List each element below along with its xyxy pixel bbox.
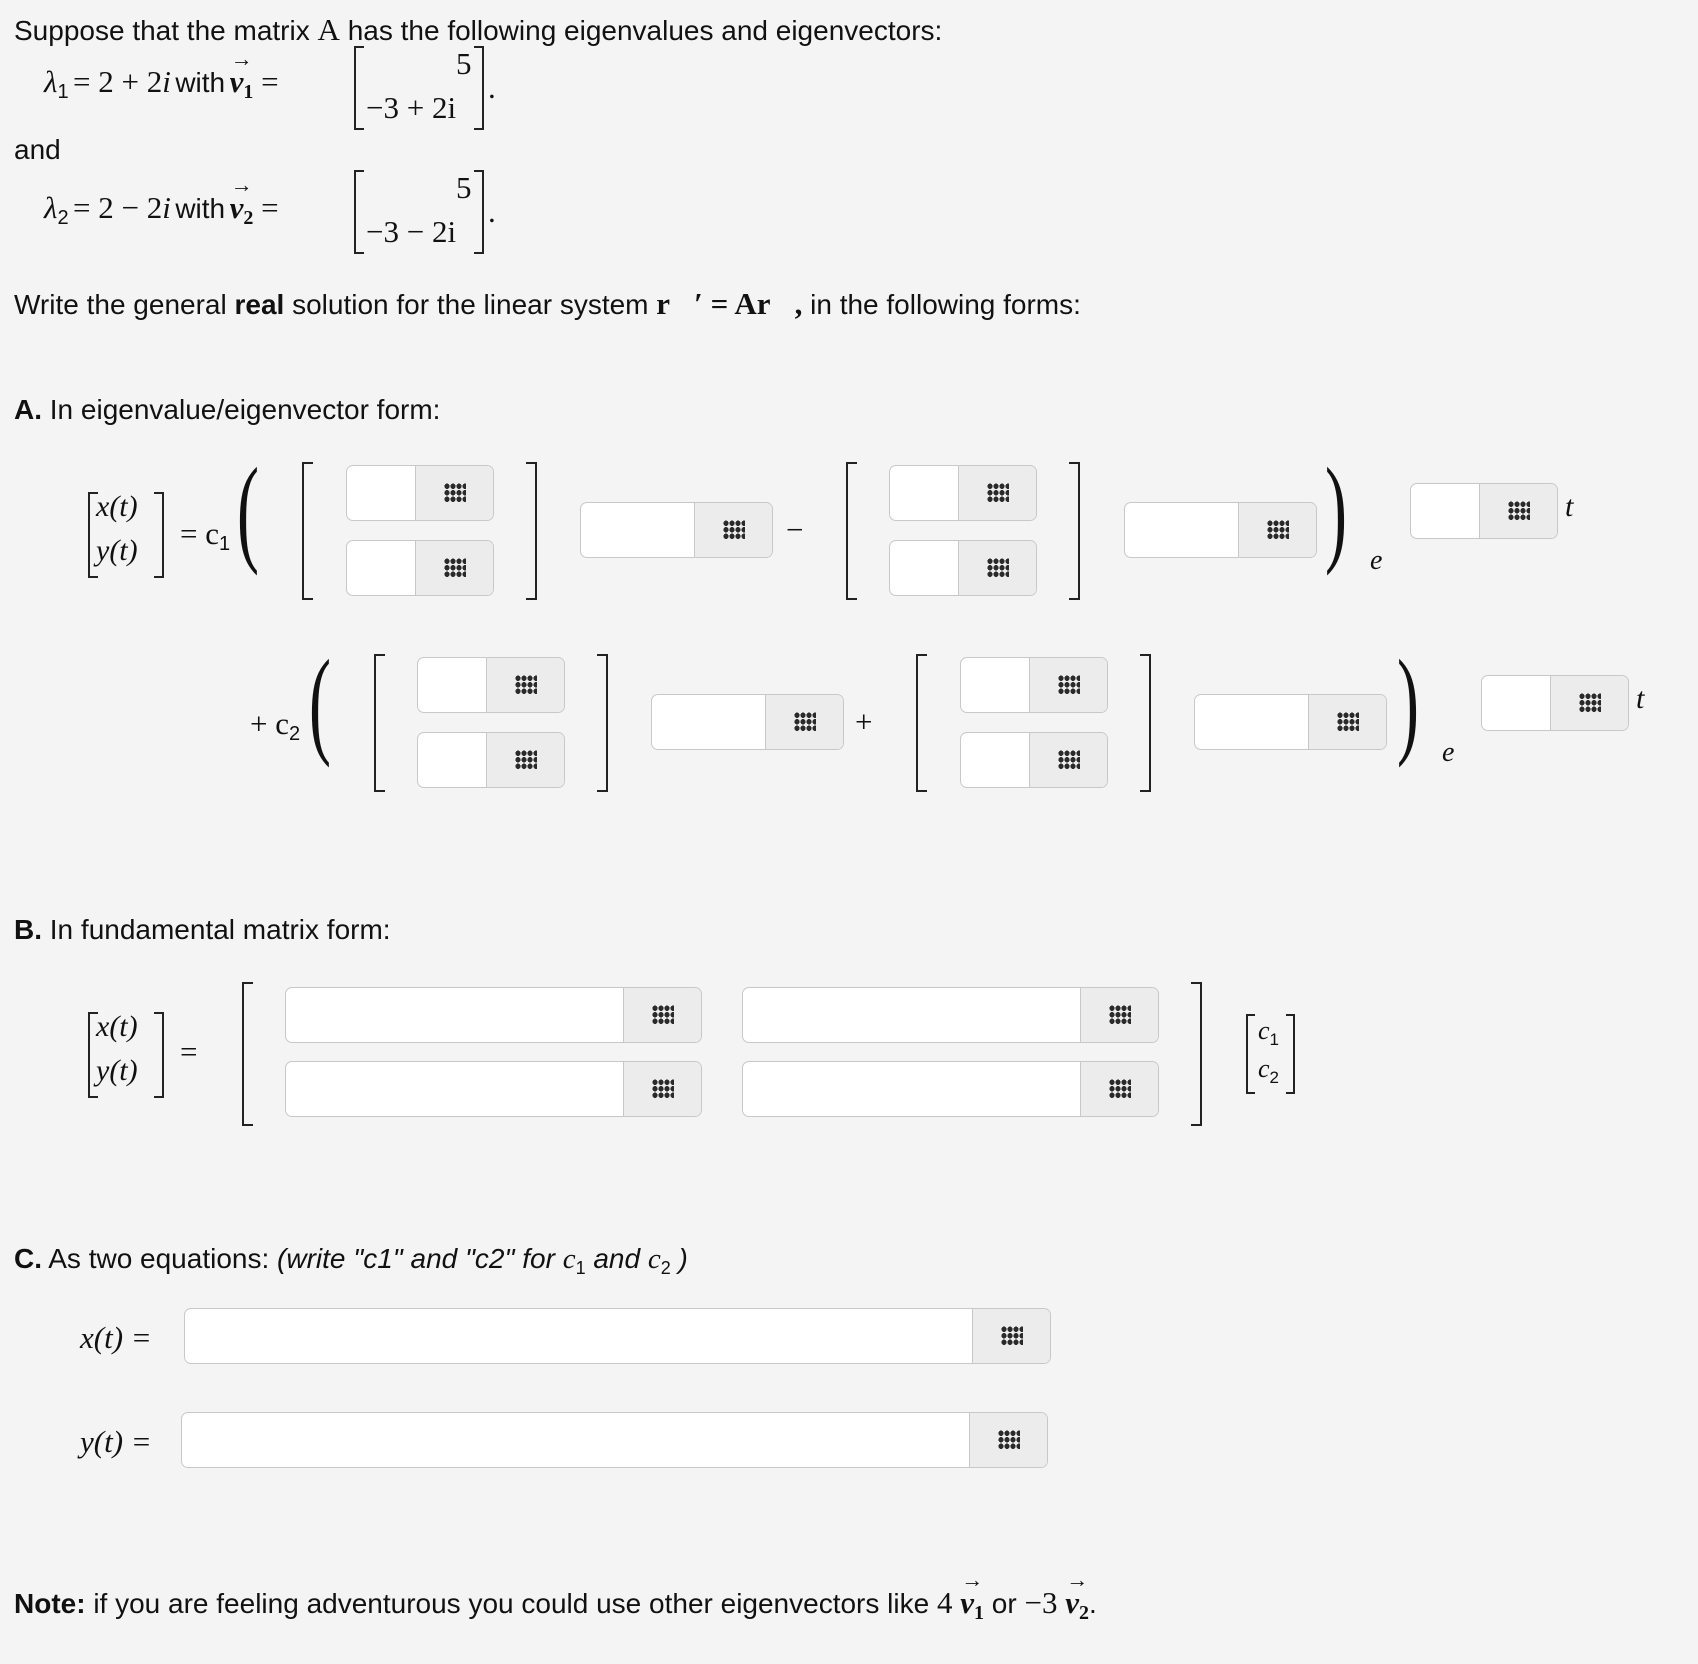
palette-button[interactable] (1029, 658, 1107, 712)
v2-bottom: −3 − 2i (366, 214, 457, 249)
b-m22-input[interactable] (742, 1061, 1159, 1117)
v1-left-bracket (354, 46, 364, 130)
partB-c-left-bracket (1246, 1014, 1255, 1094)
grid-icon (987, 558, 1009, 578)
v2-top: 5 (456, 170, 472, 205)
partA-row2-close-paren: ) (1396, 635, 1419, 768)
grid-icon (998, 1430, 1020, 1450)
b-m21-input[interactable] (285, 1061, 702, 1117)
grid-icon (515, 750, 537, 770)
a1-minus: − (786, 512, 804, 547)
and-text: and (14, 134, 61, 165)
grid-icon (1508, 501, 1530, 521)
grid-icon (1109, 1079, 1131, 1099)
a2-vec1-top-input[interactable] (417, 657, 565, 713)
grid-icon (1058, 750, 1080, 770)
grid-icon (723, 520, 745, 540)
a2-vec2-right-bracket (1140, 654, 1151, 792)
grid-icon (987, 483, 1009, 503)
v1-right-bracket (474, 46, 484, 130)
lambda1-line: $\lambda_1 = 2 + 2i$ with → $v_1$ = (44, 46, 279, 103)
v2-right-bracket (474, 170, 484, 254)
grid-icon (1058, 675, 1080, 695)
grid-icon (652, 1005, 674, 1025)
partA-eq-c1: = $c_1$ (180, 516, 231, 555)
partB-c-right-bracket (1286, 1014, 1295, 1094)
palette-button[interactable] (694, 503, 772, 557)
partA-heading: A. In eigenvalue/eigenvector form: (14, 394, 441, 425)
a2-vec1-left-bracket (374, 654, 385, 792)
a2-func1-input[interactable] (651, 694, 844, 750)
palette-button[interactable] (958, 541, 1036, 595)
lambda2-line: $\lambda_2 = 2 - 2i$ with → $v_2$ = (44, 172, 279, 229)
c-yt-input[interactable] (181, 1412, 1048, 1468)
a1-vec2-top-input[interactable] (889, 465, 1037, 521)
partB-c1: $c_1$ (1258, 1016, 1280, 1049)
partB-matrix-right-bracket (1191, 982, 1202, 1126)
a2-vec1-bottom-input[interactable] (417, 732, 565, 788)
palette-button[interactable] (972, 1309, 1050, 1363)
palette-button[interactable] (623, 1062, 701, 1116)
palette-button[interactable] (1550, 676, 1628, 730)
grid-icon (794, 712, 816, 732)
a1-vec2-left-bracket (846, 462, 857, 600)
palette-button[interactable] (1238, 503, 1316, 557)
matrix-A: A (317, 12, 340, 47)
a1-e: e (1370, 545, 1383, 576)
a2-t: t (1636, 682, 1645, 715)
note-line: Note: if you are feeling adventurous you could use other eigenvectors like 4 → $v_1$ or −3 → $v_2$. (14, 1567, 1097, 1624)
palette-button[interactable] (486, 733, 564, 787)
a2-e: e (1442, 737, 1455, 768)
partC-xt-label: x(t) = (80, 1320, 152, 1355)
v2-left-bracket (354, 170, 364, 254)
grid-icon (444, 483, 466, 503)
partB-yt: y(t) (96, 1054, 138, 1087)
grid-icon (444, 558, 466, 578)
palette-button[interactable] (415, 541, 493, 595)
a1-vec1-bottom-input[interactable] (346, 540, 494, 596)
a1-t: t (1565, 490, 1574, 523)
a1-vec2-bottom-input[interactable] (889, 540, 1037, 596)
grid-icon (1109, 1005, 1131, 1025)
partB-heading: B. In fundamental matrix form: (14, 914, 391, 945)
grid-icon (652, 1079, 674, 1099)
partB-matrix-left-bracket (242, 982, 253, 1126)
partA-yt: y(t) (96, 534, 138, 567)
palette-button[interactable] (415, 466, 493, 520)
partA-row1-close-paren: ) (1324, 443, 1347, 576)
palette-button[interactable] (1308, 695, 1386, 749)
partB-eq: = (180, 1034, 198, 1069)
partC-heading: C. As two equations: (write "c1" and "c2" for $c_1$ and $c_2$ ) (14, 1243, 688, 1278)
write-line: Write the general real solution for the linear system r⃗′ = Ar⃗, in the following forms: (14, 286, 1081, 321)
partA-row1-open-paren: ( (236, 443, 259, 576)
a1-func2-input[interactable] (1124, 502, 1317, 558)
grid-icon (1001, 1326, 1023, 1346)
a2-vec2-top-input[interactable] (960, 657, 1108, 713)
a1-func1-input[interactable] (580, 502, 773, 558)
v1-top: 5 (456, 46, 472, 81)
v1-bottom: −3 + 2i (366, 90, 457, 125)
palette-button[interactable] (1029, 733, 1107, 787)
partB-xt: x(t) (96, 1010, 138, 1043)
partA-plus-c2: + $c_2$ (250, 706, 301, 745)
a1-vec1-top-input[interactable] (346, 465, 494, 521)
palette-button[interactable] (765, 695, 843, 749)
palette-button[interactable] (623, 988, 701, 1042)
a2-exponent-input[interactable] (1481, 675, 1629, 731)
a2-vec2-bottom-input[interactable] (960, 732, 1108, 788)
a1-vec2-right-bracket (1069, 462, 1080, 600)
grid-icon (1267, 520, 1289, 540)
a2-vec1-right-bracket (597, 654, 608, 792)
b-m11-input[interactable] (285, 987, 702, 1043)
intro-line: Suppose that the matrix A has the following eigenvalues and eigenvectors: (14, 12, 943, 47)
a1-vec1-right-bracket (526, 462, 537, 600)
grid-icon (1337, 712, 1359, 732)
partA-xy-right-bracket (154, 492, 164, 578)
palette-button[interactable] (1080, 1062, 1158, 1116)
partB-c2: $c_2$ (1258, 1054, 1280, 1087)
grid-icon (1579, 693, 1601, 713)
v1-period: . (488, 70, 496, 105)
b-m12-input[interactable] (742, 987, 1159, 1043)
v2-period: . (488, 194, 496, 229)
palette-button[interactable] (958, 466, 1036, 520)
a2-plus: + (855, 704, 873, 739)
partA-row2-open-paren: ( (308, 635, 331, 768)
palette-button[interactable] (486, 658, 564, 712)
a2-func2-input[interactable] (1194, 694, 1387, 750)
palette-button[interactable] (1080, 988, 1158, 1042)
a2-vec2-left-bracket (916, 654, 927, 792)
grid-icon (515, 675, 537, 695)
c-xt-input[interactable] (184, 1308, 1051, 1364)
partA-xt: x(t) (96, 490, 138, 523)
a1-exponent-input[interactable] (1410, 483, 1558, 539)
palette-button[interactable] (969, 1413, 1047, 1467)
partB-xy-right-bracket (154, 1012, 164, 1098)
a1-vec1-left-bracket (302, 462, 313, 600)
palette-button[interactable] (1479, 484, 1557, 538)
partC-yt-label: y(t) = (80, 1424, 152, 1459)
